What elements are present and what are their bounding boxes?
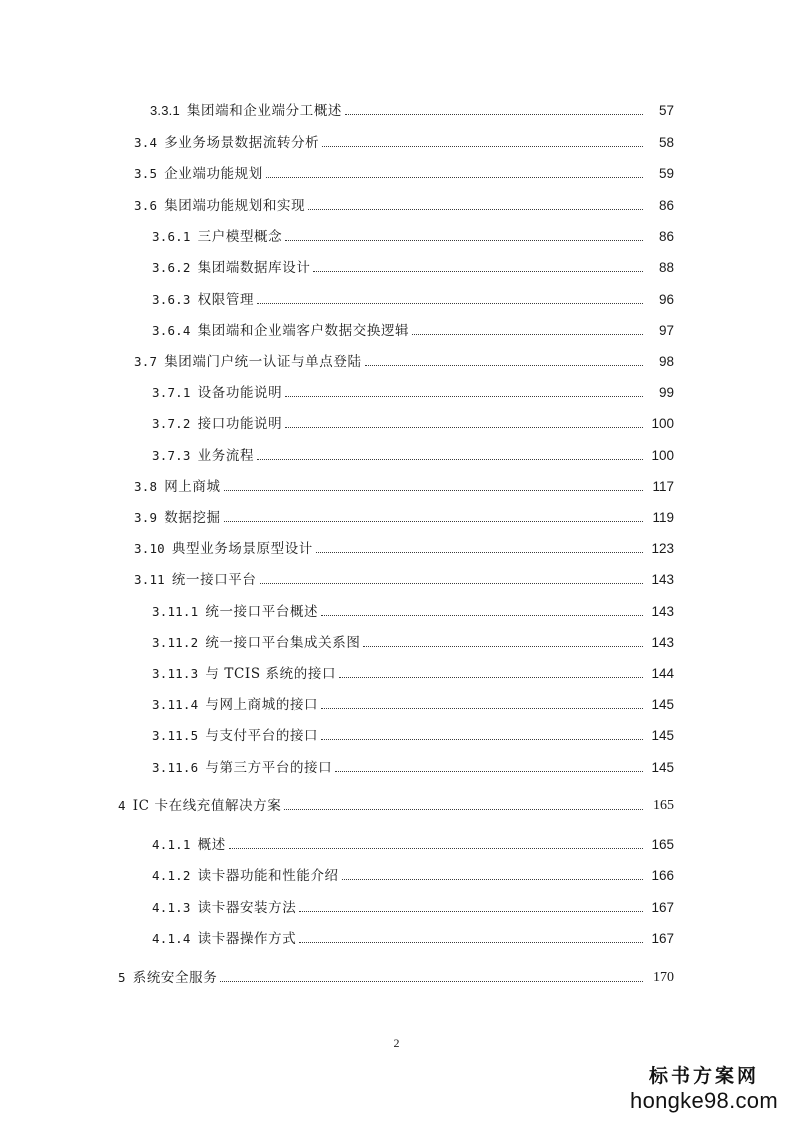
toc-entry-number: 3.6 bbox=[134, 198, 158, 213]
toc-entry-number: 3.8 bbox=[134, 479, 158, 494]
toc-entry[interactable] bbox=[134, 195, 674, 215]
toc-entry-title: 权限管理 bbox=[197, 292, 255, 308]
toc-entry-page: 100 bbox=[651, 448, 674, 463]
toc-leader-dots bbox=[363, 646, 643, 647]
toc-leader-dots bbox=[335, 771, 643, 772]
toc-entry-number: 3.11.3 bbox=[152, 666, 199, 681]
toc-leader-dots bbox=[285, 396, 643, 397]
toc-leader-dots bbox=[412, 334, 643, 335]
toc-entry-number: 3.6.1 bbox=[152, 229, 191, 244]
toc-entry-page: 96 bbox=[658, 292, 674, 307]
toc-entry[interactable] bbox=[152, 445, 674, 465]
toc-entry-page: 170 bbox=[653, 970, 674, 985]
toc-entry-page: 100 bbox=[651, 416, 674, 431]
toc-entry-page: 165 bbox=[653, 798, 674, 813]
toc-leader-dots bbox=[365, 365, 643, 366]
page-number: 2 bbox=[393, 1036, 400, 1050]
toc-entry[interactable] bbox=[134, 163, 674, 183]
toc-entry[interactable] bbox=[134, 569, 674, 589]
toc-entry[interactable] bbox=[134, 476, 674, 496]
toc-entry[interactable] bbox=[134, 351, 674, 371]
toc-entry-page: 98 bbox=[658, 354, 674, 369]
toc-entry-title: 设备功能说明 bbox=[197, 385, 283, 401]
toc-entry-title: 三户模型概念 bbox=[197, 229, 283, 245]
toc-entry-number: 3.6.4 bbox=[152, 323, 191, 338]
toc-entry-page: 119 bbox=[652, 510, 674, 525]
toc-leader-dots bbox=[321, 739, 643, 740]
toc-entry-title: 与第三方平台的接口 bbox=[205, 760, 333, 776]
toc-entry-number: 4 bbox=[118, 798, 126, 813]
toc-entry[interactable] bbox=[118, 967, 674, 987]
toc-entry-page: 123 bbox=[651, 541, 674, 556]
toc-leader-dots bbox=[285, 240, 643, 241]
toc-entry-number: 4.1.1 bbox=[152, 837, 191, 852]
toc-entry-title: 多业务场景数据流转分析 bbox=[164, 135, 320, 151]
toc-entry-page: 143 bbox=[651, 635, 674, 650]
toc-entry-number: 5 bbox=[118, 970, 126, 985]
toc-entry-title: 系统安全服务 bbox=[132, 970, 218, 986]
toc-entry-page: 165 bbox=[651, 837, 674, 852]
toc-leader-dots bbox=[308, 209, 643, 210]
toc-leader-dots bbox=[220, 981, 643, 982]
toc-entry-number: 3.7 bbox=[134, 354, 158, 369]
toc-entry[interactable] bbox=[152, 834, 674, 854]
toc-entry-title: 数据挖掘 bbox=[164, 510, 221, 526]
toc-entry-title: IC 卡在线充值解决方案 bbox=[132, 798, 282, 814]
toc-entry-number: 3.3.1 bbox=[150, 103, 180, 118]
toc-entry-title: 统一接口平台概述 bbox=[205, 604, 319, 620]
toc-entry-title: 读卡器操作方式 bbox=[197, 931, 297, 947]
toc-leader-dots bbox=[257, 459, 643, 460]
toc-leader-dots bbox=[321, 708, 643, 709]
toc-leader-dots bbox=[266, 177, 643, 178]
toc-entry[interactable] bbox=[152, 413, 674, 433]
toc-entry-number: 3.11.4 bbox=[152, 697, 199, 712]
toc-entry-title: 集团端门户统一认证与单点登陆 bbox=[164, 354, 362, 370]
toc-entry-number: 3.11.1 bbox=[152, 604, 199, 619]
toc-leader-dots bbox=[299, 911, 643, 912]
toc-leader-dots bbox=[321, 615, 643, 616]
toc-entry-page: 143 bbox=[651, 604, 674, 619]
toc-entry[interactable] bbox=[152, 865, 674, 885]
toc-entry-number: 3.10 bbox=[134, 541, 165, 556]
toc-entry-number: 3.6.2 bbox=[152, 260, 191, 275]
toc-entry-title: 与支付平台的接口 bbox=[205, 728, 319, 744]
toc-entry[interactable] bbox=[152, 694, 674, 714]
toc-entry-number: 4.1.2 bbox=[152, 868, 191, 883]
toc-entry-title: 与 TCIS 系统的接口 bbox=[205, 666, 337, 682]
toc-entry-page: 167 bbox=[651, 931, 674, 946]
toc-entry-number: 3.7.3 bbox=[152, 448, 191, 463]
toc-entry-title: 企业端功能规划 bbox=[164, 166, 263, 182]
toc-entry-page: 167 bbox=[651, 900, 674, 915]
toc-entry[interactable] bbox=[152, 226, 674, 246]
toc-entry-number: 3.7.2 bbox=[152, 416, 191, 431]
toc-entry-title: 与网上商城的接口 bbox=[205, 697, 319, 713]
toc-leader-dots bbox=[224, 490, 643, 491]
toc-entry[interactable] bbox=[134, 507, 674, 527]
toc-leader-dots bbox=[284, 809, 643, 810]
toc-entry[interactable] bbox=[152, 382, 674, 402]
toc-entry-page: 99 bbox=[658, 385, 674, 400]
toc-entry[interactable] bbox=[152, 601, 674, 621]
toc-entry[interactable] bbox=[152, 257, 674, 277]
toc-entry-number: 3.6.3 bbox=[152, 292, 191, 307]
toc-entry[interactable] bbox=[152, 663, 674, 683]
toc-entry-page: 97 bbox=[658, 323, 674, 338]
toc-entry[interactable] bbox=[152, 757, 674, 777]
toc-leader-dots bbox=[322, 146, 643, 147]
toc-entry-page: 58 bbox=[658, 135, 674, 150]
toc-entry-number: 3.11.5 bbox=[152, 728, 199, 743]
toc-entry-title: 读卡器安装方法 bbox=[197, 900, 297, 916]
toc-entry-number: 3.5 bbox=[134, 166, 158, 181]
toc-entry-page: 86 bbox=[658, 198, 674, 213]
toc-entry-number: 3.7.1 bbox=[152, 385, 191, 400]
toc-entry-title: 集团端和企业端客户数据交换逻辑 bbox=[197, 323, 410, 339]
toc-leader-dots bbox=[260, 583, 643, 584]
toc-entry-title: 业务流程 bbox=[197, 448, 255, 464]
toc-entry[interactable] bbox=[152, 320, 674, 340]
toc-leader-dots bbox=[299, 942, 643, 943]
toc-entry-title: 集团端数据库设计 bbox=[197, 260, 311, 276]
toc-entry[interactable] bbox=[152, 928, 674, 948]
toc-entry[interactable] bbox=[152, 289, 674, 309]
toc-entry-title: 典型业务场景原型设计 bbox=[171, 541, 313, 557]
toc-entry-page: 145 bbox=[651, 760, 674, 775]
toc-entry-number: 3.11 bbox=[134, 572, 165, 587]
toc-leader-dots bbox=[316, 552, 643, 553]
toc-entry-title: 集团端和企业端分工概述 bbox=[186, 103, 343, 119]
toc-entry[interactable] bbox=[152, 632, 674, 652]
toc-entry-title: 接口功能说明 bbox=[197, 416, 283, 432]
toc-entry-page: 117 bbox=[652, 479, 674, 494]
toc-entry-number: 3.11.6 bbox=[152, 760, 199, 775]
toc-entry-title: 统一接口平台集成关系图 bbox=[205, 635, 361, 651]
toc-entry-title: 集团端功能规划和实现 bbox=[164, 198, 306, 214]
toc-entry-title: 网上商城 bbox=[164, 479, 221, 495]
watermark-url: hongke98.com bbox=[630, 1088, 778, 1113]
site-watermark bbox=[629, 1064, 779, 1114]
toc-entry-number: 4.1.3 bbox=[152, 900, 191, 915]
watermark-chinese-text: 标书方案网 bbox=[648, 1065, 759, 1087]
toc-leader-dots bbox=[257, 303, 643, 304]
toc-entry-page: 59 bbox=[658, 166, 674, 181]
toc-entry[interactable] bbox=[150, 100, 674, 120]
toc-entry-page: 166 bbox=[651, 868, 674, 883]
toc-entry[interactable] bbox=[152, 725, 674, 745]
toc-entry-page: 144 bbox=[651, 666, 674, 681]
toc-entry[interactable] bbox=[118, 795, 674, 815]
toc-entry-page: 145 bbox=[651, 728, 674, 743]
toc-entry-page: 145 bbox=[651, 697, 674, 712]
toc-entry-number: 3.11.2 bbox=[152, 635, 199, 650]
toc-entry[interactable] bbox=[152, 897, 674, 917]
toc-leader-dots bbox=[339, 677, 643, 678]
toc-entry-page: 57 bbox=[658, 103, 674, 118]
toc-entry-number: 4.1.4 bbox=[152, 931, 191, 946]
toc-entry[interactable] bbox=[134, 132, 674, 152]
toc-leader-dots bbox=[224, 521, 643, 522]
toc-leader-dots bbox=[313, 271, 643, 272]
toc-entry-number: 3.4 bbox=[134, 135, 158, 150]
toc-leader-dots bbox=[229, 848, 643, 849]
toc-leader-dots bbox=[345, 114, 643, 115]
toc-entry[interactable] bbox=[134, 538, 674, 558]
toc-entry-title: 统一接口平台 bbox=[171, 572, 257, 588]
toc-entry-title: 概述 bbox=[197, 837, 226, 853]
toc-leader-dots bbox=[285, 427, 643, 428]
toc-entry-title: 读卡器功能和性能介绍 bbox=[197, 868, 339, 884]
toc-entry-page: 143 bbox=[651, 572, 674, 587]
toc-entry-number: 3.9 bbox=[134, 510, 158, 525]
toc-leader-dots bbox=[342, 879, 643, 880]
toc-entry-page: 88 bbox=[658, 260, 674, 275]
toc-entry-page: 86 bbox=[658, 229, 674, 244]
